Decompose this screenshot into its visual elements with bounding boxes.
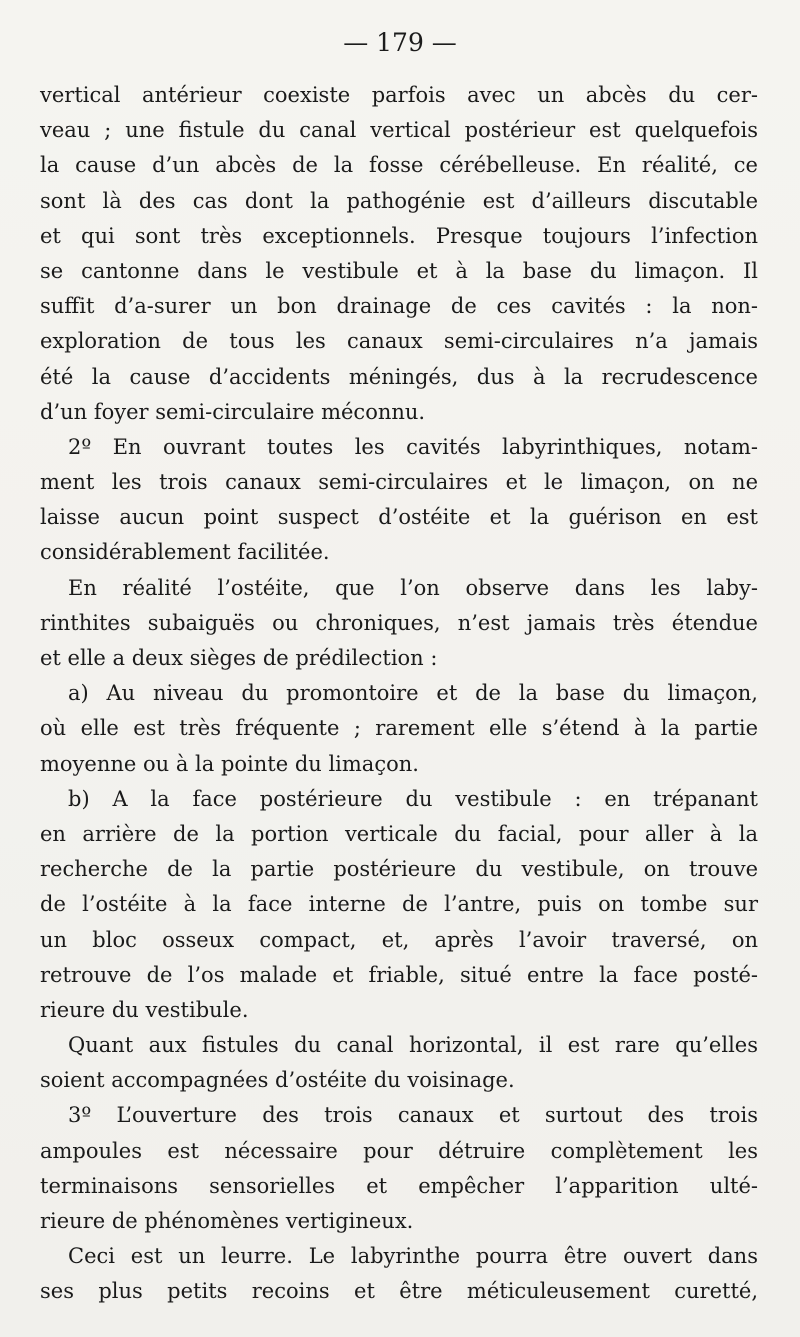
text-line: d’un foyer semi-circulaire méconnu. (40, 399, 426, 424)
text-line: rieure du vestibule. (40, 997, 249, 1022)
text-line: exploration de tous les canaux semi-circulaires n’a jamais (40, 329, 758, 354)
body-text (40, 78, 758, 1310)
text-line: et qui sont très exceptionnels. Presque toujours l’infection (40, 223, 758, 248)
text-line: été la cause d’accidents méningés, dus à la recrudescence (40, 364, 758, 389)
text-line: Quant aux fistules du canal horizontal, il est rare qu’elles (68, 1033, 758, 1058)
text-line: terminaisons sensorielles et empêcher l’apparition ulté- (40, 1173, 758, 1198)
text-line: soient accompagnées d’ostéite du voisinage. (40, 1068, 515, 1093)
text-line: En réalité l’ostéite, que l’on observe dans les laby- (68, 575, 758, 600)
text-line: ses plus petits recoins et être méticuleusement curetté, (40, 1279, 758, 1304)
text-line: en arrière de la portion verticale du facial, pour aller à la (40, 821, 758, 846)
text-line: de l’ostéite à la face interne de l’antre, puis on tombe sur (40, 892, 758, 917)
page-number: — 179 — (343, 28, 457, 57)
text-line: veau ; une fistule du canal vertical postérieur est quelquefois (40, 118, 758, 143)
text-line: la cause d’un abcès de la fosse cérébelleuse. En réalité, ce (40, 153, 758, 178)
text-line: b) A la face postérieure du vestibule : en trépanant (68, 786, 758, 811)
text-line: et elle a deux sièges de prédilection : (40, 646, 438, 670)
text-line: retrouve de l’os malade et friable, situé entre la face posté- (40, 962, 758, 987)
text-line: Ceci est un leurre. Le labyrinthe pourra être ouvert dans (68, 1244, 758, 1269)
text-line: a) Au niveau du promontoire et de la base du limaçon, (68, 681, 758, 706)
text-line: se cantonne dans le vestibule et à la base du limaçon. Il (40, 258, 758, 283)
text-line: recherche de la partie postérieure du vestibule, on trouve (40, 857, 758, 882)
text-line: ment les trois canaux semi-circulaires et le limaçon, on ne (40, 470, 758, 495)
text-line: 2º En ouvrant toutes les cavités labyrinthiques, notam- (68, 434, 758, 459)
text-line: sont là des cas dont la pathogénie est d’ailleurs discutable (40, 188, 758, 213)
text-line: rieure de phénomènes vertigineux. (40, 1209, 414, 1233)
text-line: vertical antérieur coexiste parfois avec un abcès du cer- (40, 83, 758, 107)
text-line: considérablement facilitée. (40, 540, 330, 565)
text-line: moyenne ou à la pointe du limaçon. (40, 751, 419, 776)
text-line: un bloc osseux compact, et, après l’avoir traversé, on (40, 927, 758, 952)
text-line: ampoules est nécessaire pour détruire complètement les (40, 1138, 758, 1163)
text-line: 3º L’ouverture des trois canaux et surtout des trois (68, 1103, 758, 1128)
text-line: où elle est très fréquente ; rarement elle s’étend à la partie (40, 716, 758, 741)
text-line: rinthites subaiguës ou chroniques, n’est jamais très étendue (40, 610, 758, 635)
text-line: laisse aucun point suspect d’ostéite et la guérison en est (40, 505, 758, 530)
text-line: suffit d’a-surer un bon drainage de ces cavités : la non- (40, 294, 758, 319)
